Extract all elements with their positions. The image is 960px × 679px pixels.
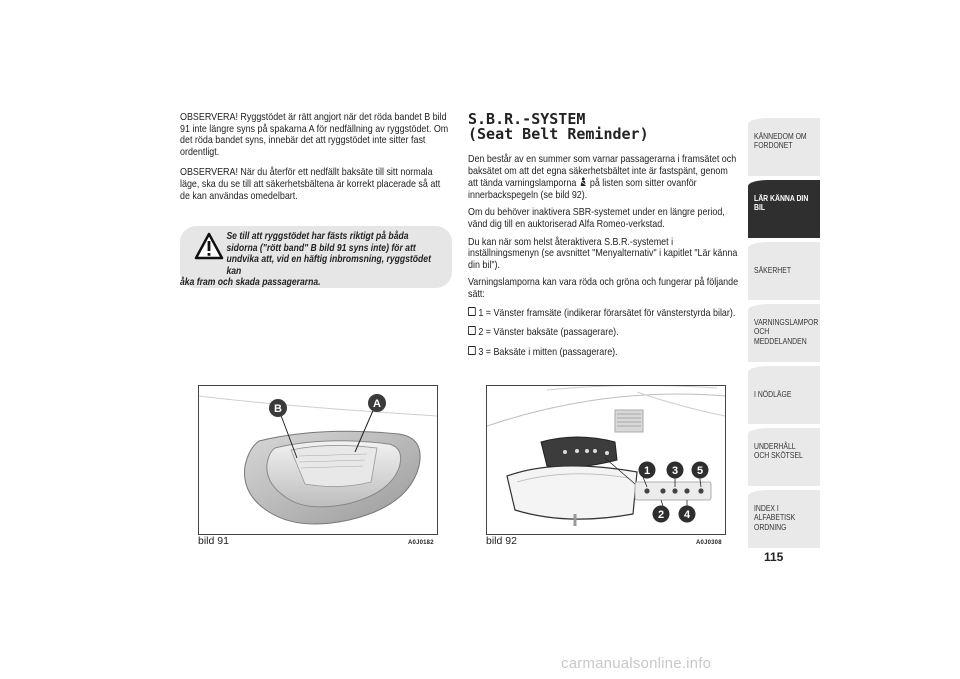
list-item (468, 307, 740, 320)
tab-kannedom[interactable] (748, 118, 820, 176)
tab-label: KÄNNEDOM OM FORDONET (754, 131, 807, 151)
right-column (468, 112, 740, 365)
warning-box (180, 226, 452, 288)
sbr-paragraph-1-part-a: Den består av en summer som varnar passagerarna i framsätet och baksätet om att det egna säkerhetsbältet inte är fastspänt, genom att tända varningslamporna (468, 154, 737, 190)
figure-91-caption: bild 91 (198, 535, 229, 547)
figure-92-caption: bild 92 (486, 535, 517, 547)
list-item (468, 346, 740, 359)
sbr-paragraph-2: Om du behöver inaktivera SBR-systemet under en längre period, vänd dig till en auktoriserad Alfa Romeo-verkstad. (468, 207, 725, 230)
seat-belt-icon (579, 177, 588, 187)
seat-latch-illustration (199, 386, 437, 534)
list-item (468, 326, 740, 339)
tab-label: LÄR KÄNNA DIN BIL (754, 193, 809, 213)
left-column (180, 112, 452, 211)
checkbox-bullet-icon (468, 346, 476, 355)
sbr-paragraph-1-part-b: på listen som sitter ovanför innerbackspegeln (se bild 92). (468, 178, 697, 201)
callout-3-label: 3 (671, 465, 679, 477)
tab-i-nodlage[interactable] (748, 366, 820, 424)
callout-2-label: 2 (657, 509, 665, 521)
callout-1-label: 1 (643, 465, 651, 477)
observera-paragraph-1: OBSERVERA! Ryggstödet är rätt angjort när det röda bandet B bild 91 inte längre syns på spakarna A för nedfällning av ryggstödet. Om det röda bandet syns, innebär det att ryggstödet inte sitter fast ordentligt. (180, 112, 449, 158)
list-item-text: 1 = Vänster framsäte (indikerar förarsätet för vänsterstyrda bilar). (478, 307, 736, 319)
tab-sakerhet[interactable] (748, 242, 820, 300)
tab-label: SÄKERHET (754, 265, 792, 275)
figure-91-code: A0J0182 (408, 540, 434, 546)
watermark: carmanualsonline.info (561, 655, 712, 672)
tab-varningslampor[interactable] (748, 304, 820, 362)
tab-label: UNDERHÅLL OCH SKÖTSEL (754, 441, 803, 461)
rearview-mirror-illustration (487, 386, 725, 534)
callout-4-label: 4 (683, 509, 691, 521)
warning-text (180, 231, 447, 289)
section-heading (468, 112, 740, 142)
warning-line-2: sidorna ("rött band" B bild 91 syns inte) för att (226, 242, 416, 254)
sbr-paragraph-3: Du kan när som helst återaktivera S.B.R.-systemet i inställningsmenyn (se avsnittet "Menyalternativ" i kapitlet "Lär känna din bil"). (468, 236, 738, 271)
section-heading-line-1: S.B.R.-SYSTEM (468, 110, 586, 128)
tab-underhall[interactable] (748, 428, 820, 486)
list-item-text: 2 = Vänster baksäte (passagerare). (478, 327, 619, 339)
callout-b-label: B (274, 403, 282, 415)
page-number: 115 (764, 550, 784, 564)
tab-index[interactable] (748, 490, 820, 548)
figure-91 (198, 385, 438, 535)
callout-5-label: 5 (696, 465, 704, 477)
warning-line-3: undvika att, vid en häftig inbromsning, ryggstödet kan (226, 254, 431, 277)
observera-paragraph-2: OBSERVERA! När du återför ett nedfällt baksäte till sitt normala läge, ska du se till att säkerhetsbältena är korrekt placerade så att de kan användas omedelbart. (180, 167, 441, 202)
sbr-paragraph-4: Varningslamporna kan vara röda och gröna och fungerar på följande sätt: (468, 277, 739, 300)
callout-a-label: A (373, 398, 381, 410)
list-item-text: 3 = Baksäte i mitten (passagerare). (478, 346, 618, 358)
warning-line-1: Se till att ryggstödet har fästs riktigt på båda (226, 231, 409, 242)
figure-92 (486, 385, 726, 535)
warning-line-4: åka fram och skada passagerarna. (180, 277, 321, 289)
tab-lar-kanna-din-bil[interactable] (748, 180, 820, 238)
checkbox-bullet-icon (468, 307, 476, 316)
figure-92-code: A0J0308 (696, 540, 722, 546)
tab-label: INDEX I ALFABETISK ORDNING (754, 503, 796, 532)
tab-label: I NÖDLÄGE (754, 389, 792, 399)
sbr-paragraph-1 (468, 154, 740, 201)
section-heading-line-2: (Seat Belt Reminder) (468, 125, 649, 143)
checkbox-bullet-icon (468, 326, 476, 335)
tab-label: VARNINGSLAMPOR OCH MEDDELANDEN (754, 317, 819, 346)
